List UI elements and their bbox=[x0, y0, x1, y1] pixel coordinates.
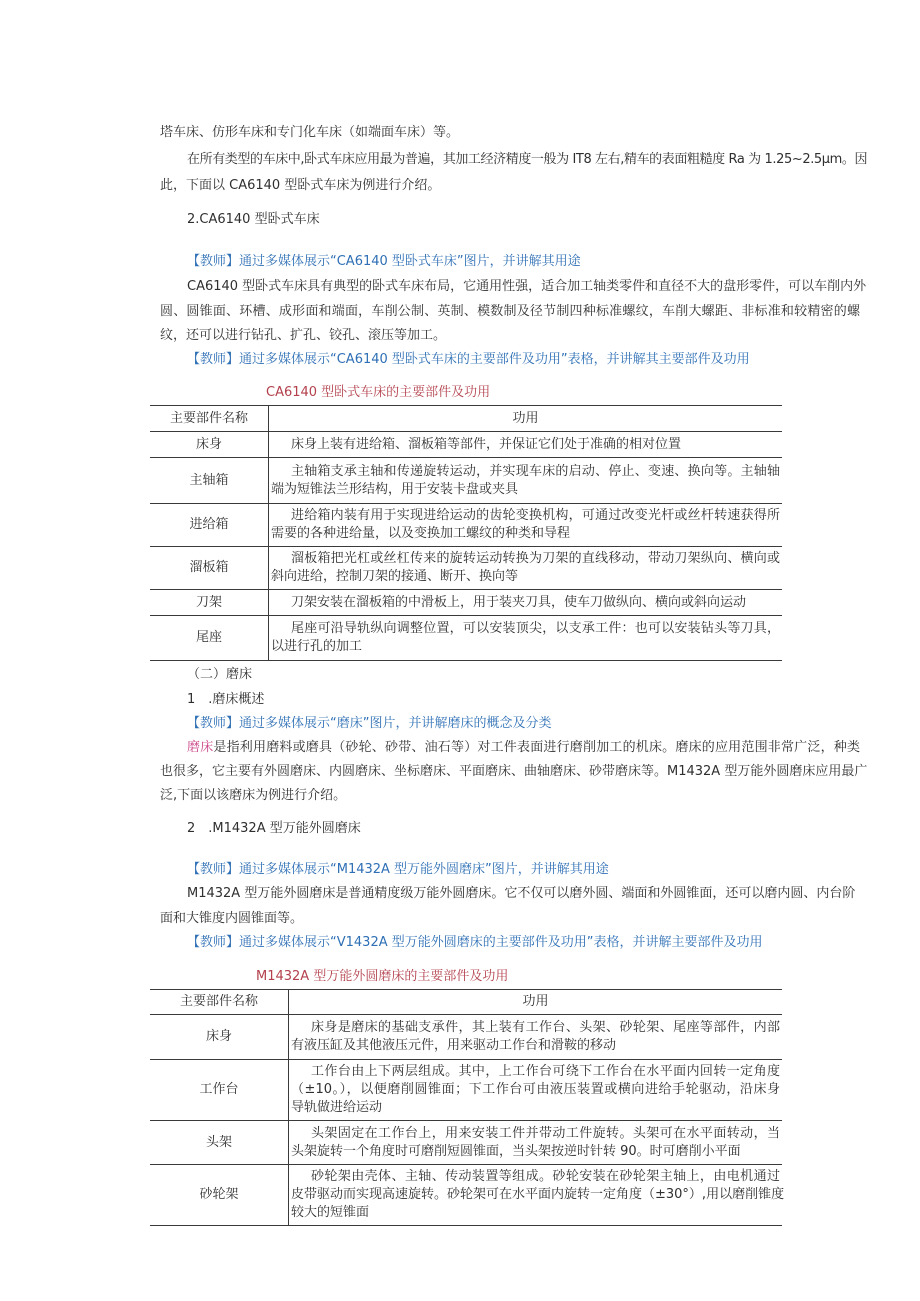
function-text: 头架旋转一个角度时可磨削短圆锥面，当头架按逆时针转 90。时可磨削小平面 bbox=[291, 1143, 741, 1159]
function-text: 头架固定在工作台上，用来安装工件并带动工件旋转。头架可在水平面转动，当 bbox=[311, 1125, 780, 1141]
table-row bbox=[150, 1165, 785, 1226]
function-text: 刀架安装在溜板箱的中滑板上，用于装夹刀具，使车刀做纵向、横向或斜向运动 bbox=[291, 594, 747, 610]
table-header-text: 功用 bbox=[512, 410, 539, 426]
table-caption: M1432A 型万能外圆磨床的主要部件及功用 bbox=[256, 969, 509, 984]
part-name-cell: 进给箱 bbox=[189, 517, 229, 532]
paragraph-line: 泛,下面以该磨床为例进行介绍。 bbox=[160, 788, 347, 803]
part-name-cell: 工作台 bbox=[199, 1082, 239, 1097]
paragraph-line: 也很多，它主要有外圆磨床、内圆磨床、坐标磨床、平面磨床、曲轴磨床、砂带磨床等。M1432A 型万能外圆磨床应用最广 bbox=[160, 764, 868, 779]
function-cell bbox=[268, 616, 782, 660]
section-heading: 2.CA6140 型卧式车床 bbox=[187, 212, 320, 227]
paragraph-line: CA6140 型卧式车床具有典型的卧式车床布局，它通用性强，适合加工轴类零件和直径不大的盘形零件，可以车削内外 bbox=[187, 279, 867, 294]
paragraph-line: M1432A 型万能外圆磨床是普通精度级万能外圆磨床。它不仅可以磨外圆、端面和外圆锥面，还可以磨内圆、内台阶 bbox=[187, 886, 856, 901]
table-header-cell bbox=[268, 406, 782, 431]
function-cell bbox=[268, 590, 782, 615]
table-row bbox=[150, 590, 782, 616]
function-text: （±10。），以便磨削圆锥面；下工作台可由液压装置或横向进给手轮驱动，沿床身 bbox=[291, 1082, 780, 1097]
paragraph-line bbox=[187, 739, 860, 757]
function-cell bbox=[268, 432, 782, 457]
table-header-row bbox=[150, 990, 782, 1015]
part-name-cell: 床身 bbox=[195, 436, 222, 452]
function-text: 溜板箱把光杠或丝杠传来的旋转运动转换为刀架的直线移动，带动刀架纵向、横向或 bbox=[291, 551, 780, 566]
function-cell bbox=[268, 504, 782, 546]
paragraph-line: 塔车床、仿形车床和专门化车床（如端面车床）等。 bbox=[160, 125, 460, 140]
function-cell bbox=[288, 1015, 782, 1059]
table-row bbox=[150, 504, 782, 547]
function-text: 端为短锥法兰形结构，用于安装卡盘或夹具 bbox=[271, 481, 519, 497]
grinder-parts-table bbox=[150, 989, 785, 1226]
function-cell bbox=[268, 547, 782, 589]
paragraph-line: 此，下面以 CA6140 型卧式车床为例进行介绍。 bbox=[160, 178, 441, 193]
function-text: 工作台由上下两层组成。其中，上工作台可绕下工作台在水平面内回转一定角度 bbox=[311, 1064, 780, 1079]
part-name-cell: 头架 bbox=[205, 1134, 232, 1150]
table-row bbox=[150, 616, 782, 661]
teacher-note: 【教师】通过多媒体展示“V1432A 型万能外圆磨床的主要部件及功用”表格，并讲解主要部件及功用 bbox=[187, 935, 763, 950]
function-text: 床身是磨床的基础支承件，其上装有工作台、头架、砂轮架、尾座等部件，内部 bbox=[311, 1020, 780, 1035]
teacher-note: 【教师】通过多媒体展示“M1432A 型万能外圆磨床”图片，并讲解其用途 bbox=[187, 862, 609, 877]
function-text: 皮带驱动而实现高速旋转。砂轮架可在水平面内旋转一定角度（±30°）,用以磨削锥度 bbox=[291, 1187, 785, 1202]
table-header-text: 功用 bbox=[522, 994, 549, 1009]
function-text: 有液压缸及其他液压元件，用来驱动工作台和滑鞍的移动 bbox=[291, 1038, 617, 1053]
function-text: 进给箱内装有用于实现进给运动的齿轮变换机构，可通过改变光杆或丝杆转速获得所 bbox=[291, 508, 780, 523]
function-cell bbox=[288, 1121, 782, 1164]
function-text: 主轴箱支承主轴和传递旋转运动，并实现车床的启动、停止、变速、换向等。主轴轴 bbox=[291, 463, 780, 479]
paragraph-text: 是指利用磨料或磨具（砂轮、砂带、油石等）对工件表面进行磨削加工的机床。磨床的应用范围非常广泛，种类 bbox=[213, 740, 860, 755]
function-text: 需要的各种进给量，以及变换加工螺纹的种类和导程 bbox=[271, 526, 571, 541]
function-cell bbox=[288, 1060, 782, 1120]
paragraph-line: 面和大锥度内圆锥面等。 bbox=[160, 911, 304, 926]
part-name-cell: 尾座 bbox=[195, 630, 222, 645]
function-text: 导轨做进给运动 bbox=[291, 1100, 383, 1115]
table-row bbox=[150, 1015, 782, 1060]
function-text: 以进行孔的加工 bbox=[271, 639, 363, 654]
paragraph-line: 纹，还可以进行钻孔、扩孔、铰孔、滚压等加工。 bbox=[160, 328, 447, 343]
part-name-cell: 刀架 bbox=[195, 594, 222, 610]
table-header-row bbox=[150, 406, 782, 432]
part-name-cell: 溜板箱 bbox=[189, 560, 229, 575]
table-row bbox=[150, 1121, 782, 1165]
table-row bbox=[150, 458, 782, 504]
section-title: （二）磨床 bbox=[187, 667, 253, 682]
table-row bbox=[150, 547, 782, 590]
function-text: 斜向进给，控制刀架的接通、断开、换向等 bbox=[271, 569, 519, 584]
teacher-note: 【教师】通过多媒体展示“CA6140 型卧式车床”图片，并讲解其用途 bbox=[187, 254, 581, 269]
part-name-cell: 砂轮架 bbox=[199, 1187, 239, 1202]
function-text: 砂轮架由壳体、主轴、传动装置等组成。砂轮安装在砂轮架主轴上，由电机通过 bbox=[311, 1169, 780, 1184]
part-name-cell: 主轴箱 bbox=[189, 472, 229, 488]
teacher-note: 【教师】通过多媒体展示“磨床”图片，并讲解磨床的概念及分类 bbox=[187, 716, 552, 731]
section-heading: 1 .磨床概述 bbox=[187, 692, 265, 707]
paragraph-line: 圆、圆锥面、环槽、成形面和端面，车削公制、英制、模数制及径节制四种标准螺纹，车削大螺距、非标准和较精密的螺 bbox=[160, 304, 860, 319]
teacher-note: 【教师】通过多媒体展示“CA6140 型卧式车床的主要部件及功用”表格，并讲解其主要部件及功用 bbox=[187, 352, 750, 367]
function-text: 较大的短锥面 bbox=[291, 1205, 370, 1220]
paragraph-line: 在所有类型的车床中,卧式车床应用最为普遍，其加工经济精度一般为 IT8 左右,精车的表面粗糙度 Ra 为 1.25~2.5μm。因 bbox=[187, 152, 868, 167]
section-heading: 2 .M1432A 型万能外圆磨床 bbox=[187, 821, 361, 836]
function-cell bbox=[268, 458, 782, 503]
table-header-cell bbox=[288, 990, 782, 1014]
table-row bbox=[150, 432, 782, 458]
table-row bbox=[150, 1060, 782, 1121]
table-header-cell: 主要部件名称 bbox=[169, 410, 248, 426]
table-header-cell: 主要部件名称 bbox=[179, 994, 258, 1009]
function-text: 尾座可沿导轨纵向调整位置，可以安装顶尖，以支承工件：也可以安装钻头等刀具， bbox=[291, 621, 780, 636]
part-name-cell: 床身 bbox=[205, 1029, 232, 1044]
function-text: 床身上装有进给箱、溜板箱等部件，并保证它们处于准确的相对位置 bbox=[291, 436, 682, 452]
function-cell bbox=[288, 1165, 785, 1225]
table-caption: CA6140 型卧式车床的主要部件及功用 bbox=[266, 385, 491, 400]
highlighted-term: 磨床 bbox=[187, 740, 214, 755]
lathe-parts-table bbox=[150, 405, 782, 661]
